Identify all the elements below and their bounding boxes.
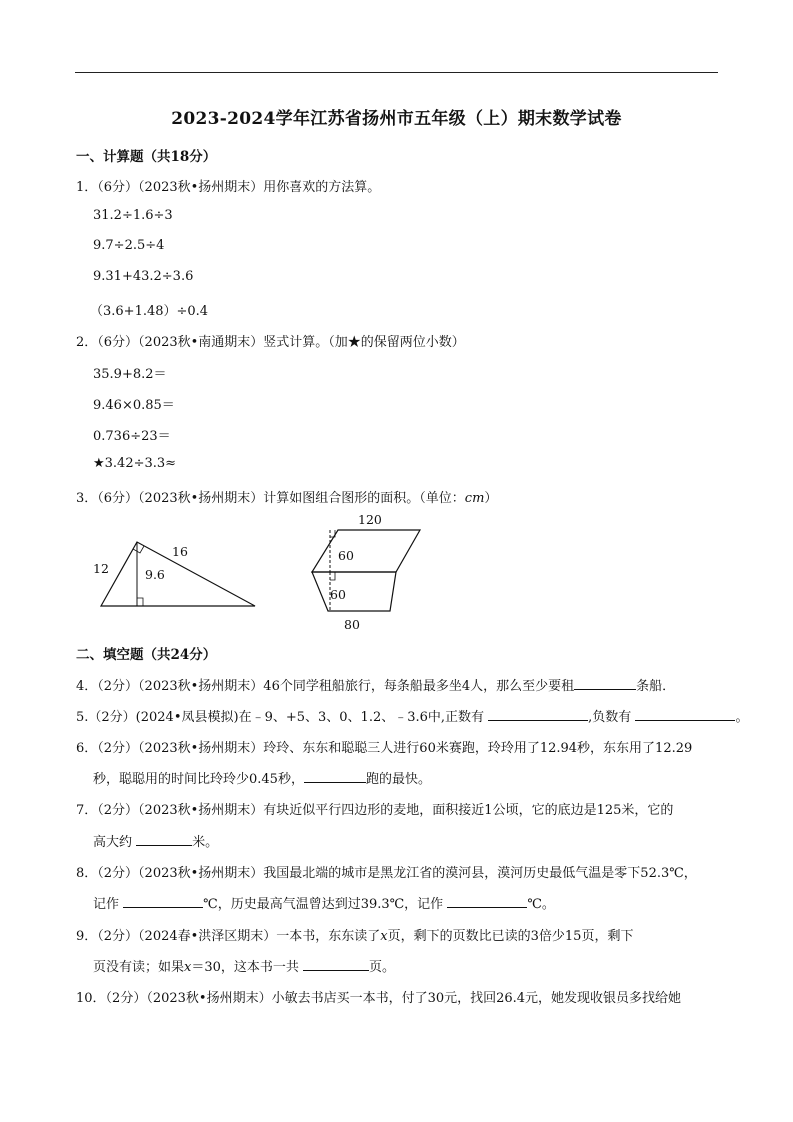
lower-right-angle-mark [330,572,335,580]
q8-text-end: ℃。 [527,897,555,912]
q2-item-2: 9.46×0.85＝ [93,398,175,413]
q9-answer-blank[interactable] [303,956,369,971]
question-7-continued [93,831,218,850]
q4-answer-blank[interactable] [574,675,636,690]
q3-head-end: ） [484,491,498,506]
section-heading-calculation: 一、计算题（共18分） [76,149,217,165]
q9-line2-end: 页。 [369,960,396,975]
header-rule [75,72,718,73]
question-10: 10．（2分）（2023秋•扬州期末）小敏去书店买一本书，付了30元，找回26.4元，她发现收银员多找给她 [76,991,682,1006]
q9-text-end: 页，剩下的页数比已读的3倍少15页，剩下 [387,929,634,944]
triangle-right-side-label: 16 [172,544,188,559]
q2-item-1: 35.9+8.2＝ [93,367,167,382]
q6-text-end: 跑的最快。 [365,772,431,787]
bottom-length-label: 80 [344,617,360,632]
q3-head: 3．（6分）（2023秋•扬州期末）计算如图组合图形的面积。（单位： [76,491,465,506]
q1-item-2: 9.7÷2.5÷4 [93,238,165,253]
q1-item-4: （3.6+1.48）÷0.4 [90,304,209,319]
upper-parallelogram [312,530,420,572]
q7-answer-blank[interactable] [136,831,192,846]
section-heading-fill-blank: 二、填空题（共24分） [76,647,217,663]
question-7: 7．（2分）（2023秋•扬州期末）有块近似平行四边形的麦地，面积接近1公顷，它的底边是125米，它的 [76,803,674,818]
q9-variable: x [380,929,388,944]
question-8-continued [93,893,555,912]
q2-item-3: 0.736÷23＝ [93,429,171,444]
q5-positive-blank[interactable] [488,706,588,721]
upper-height-label: 60 [338,548,354,563]
question-9-continued [93,956,395,975]
question-3 [76,487,497,506]
q2-item-4: ★3.42÷3.3≈ [93,456,177,471]
q7-text: 高大约 [93,835,133,850]
q5-text: 5.（2分）(2024•凤县模拟)在﹣9、+5、3、0、1.2、﹣3.6中,正数有 [76,710,485,725]
lower-trapezoid [312,572,396,611]
q7-text-end: 米。 [192,835,219,850]
triangle-left-side-label: 12 [93,561,109,576]
right-angle-mark-bottom [137,598,143,606]
q9-line2-text: 页没有读；如果 [93,960,185,975]
page-title: 2023-2024学年江苏省扬州市五年级（上）期末数学试卷 [171,109,622,129]
triangle-height-label: 9.6 [145,567,165,582]
q8-high-temp-blank[interactable] [447,893,527,908]
question-9 [76,925,633,944]
q5-text-end: 。 [735,710,749,725]
q8-low-temp-blank[interactable] [123,893,203,908]
q8-text-mid: ℃，历史最高气温曾达到过39.3℃，记作 [203,897,444,912]
top-length-label: 120 [358,512,382,527]
lower-height-label: 60 [330,587,346,602]
q5-negative-blank[interactable] [635,706,735,721]
q1-item-3: 9.31+43.2÷3.6 [93,269,194,284]
question-4 [76,675,675,694]
q6-answer-blank[interactable] [304,768,366,783]
q3-unit: cm [464,491,485,506]
q8-text: 记作 [93,897,120,912]
question-5 [76,706,748,725]
q9-line2-mid: ＝30，这本书一共 [191,960,299,975]
triangle-figure [85,528,265,614]
question-6-continued [93,768,431,787]
question-2: 2．（6分）（2023秋•南通期末）竖式计算。（加★的保留两位小数） [76,335,465,350]
question-6: 6．（2分）（2023秋•扬州期末）玲玲、东东和聪聪三人进行60米赛跑，玲玲用了12.94秒，东东用了12.29 [76,741,693,756]
q6-text: 秒，聪聪用的时间比玲玲少0.45秒， [93,772,304,787]
q5-text-mid: ,负数有 [588,710,632,725]
trapezoid-figure [300,510,430,634]
q1-item-1: 31.2÷1.6÷3 [93,208,173,223]
q9-line2-variable: x [184,960,192,975]
question-1: 1．（6分）（2023秋•扬州期末）用你喜欢的方法算。 [76,180,381,195]
q9-text: 9．（2分）（2024春•洪泽区期末）一本书，东东读了 [76,929,381,944]
question-8: 8．（2分）（2023秋•扬州期末）我国最北端的城市是黑龙江省的漠河县，漠河历史最低气温是零下52.3℃， [76,866,697,881]
q4-text-end: 条船． [636,679,676,694]
q4-text: 4．（2分）（2023秋•扬州期末）46个同学租船旅行，每条船最多坐4人，那么至少要租 [76,679,575,694]
